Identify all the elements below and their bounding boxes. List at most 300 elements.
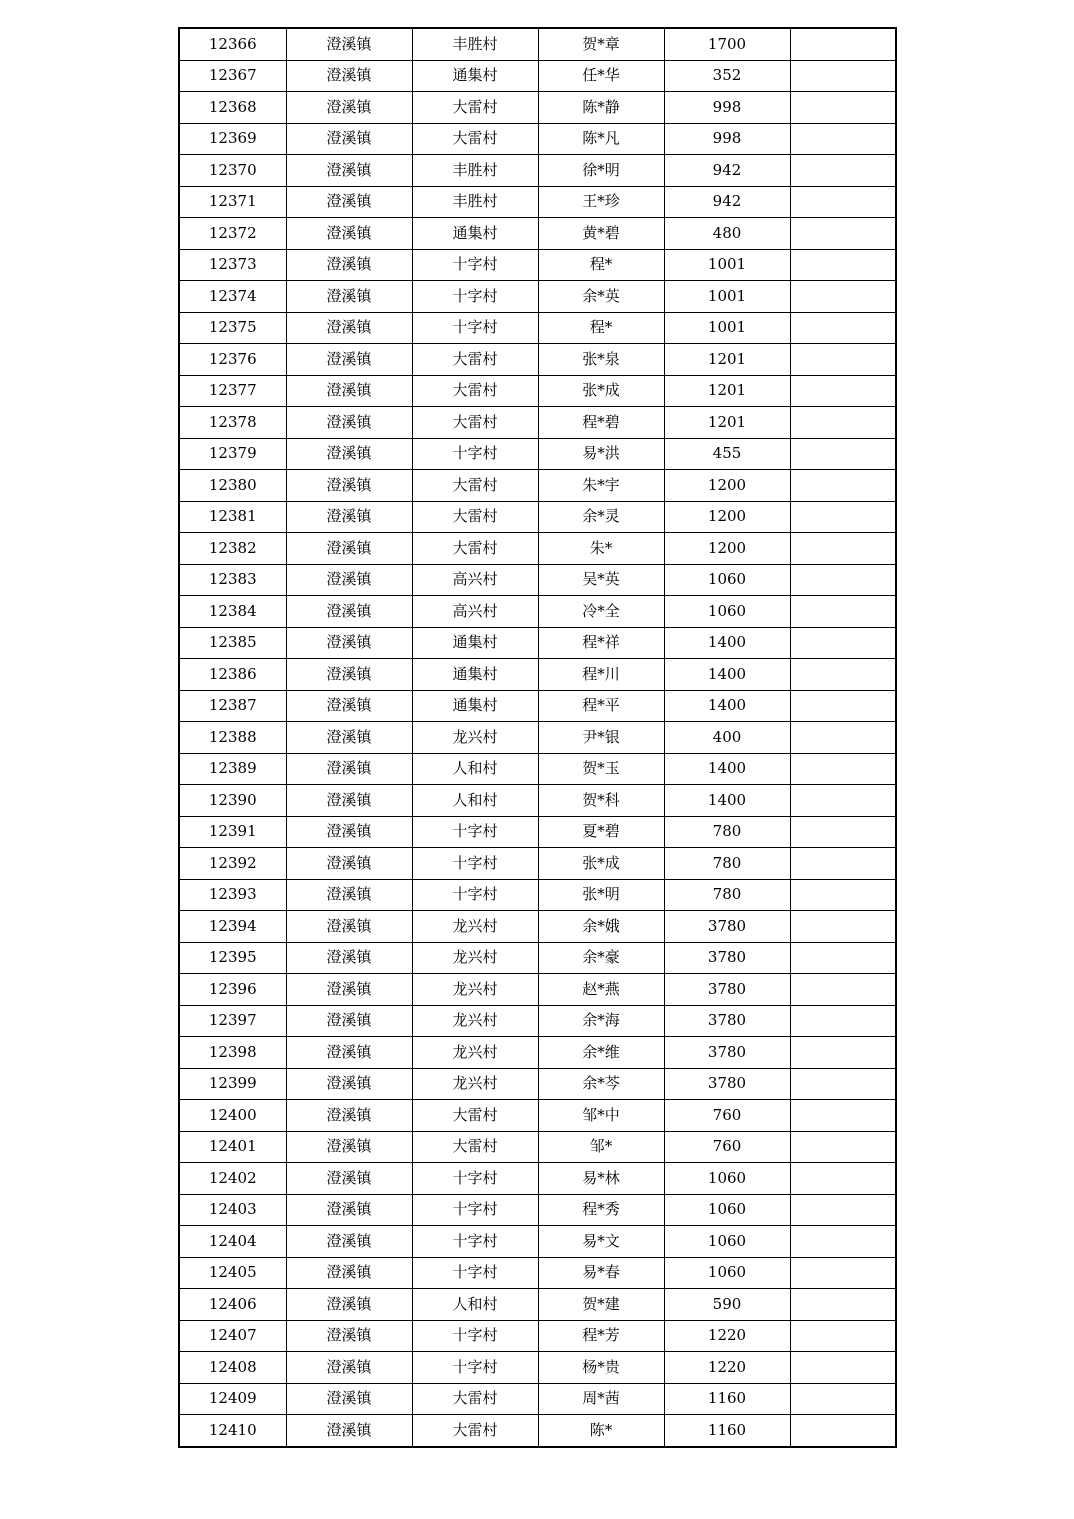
village-cell: 通集村: [412, 690, 538, 722]
name-cell: 邹*: [538, 1131, 664, 1163]
serial-number-cell: 12371: [179, 186, 286, 218]
village-cell: 大雷村: [412, 375, 538, 407]
name-cell: 王*珍: [538, 186, 664, 218]
remark-cell: [790, 911, 896, 943]
village-cell: 十字村: [412, 879, 538, 911]
table-row: [179, 155, 896, 187]
amount-cell: 3780: [664, 1068, 790, 1100]
remark-cell: [790, 879, 896, 911]
amount-cell: 942: [664, 155, 790, 187]
village-cell: 龙兴村: [412, 974, 538, 1006]
village-cell: 丰胜村: [412, 186, 538, 218]
amount-cell: 1001: [664, 312, 790, 344]
village-cell: 十字村: [412, 848, 538, 880]
town-cell: 澄溪镇: [286, 438, 412, 470]
amount-cell: 1160: [664, 1383, 790, 1415]
table-row: [179, 564, 896, 596]
table-row: [179, 344, 896, 376]
town-cell: 澄溪镇: [286, 627, 412, 659]
name-cell: 陈*凡: [538, 123, 664, 155]
remark-cell: [790, 123, 896, 155]
village-cell: 丰胜村: [412, 155, 538, 187]
name-cell: 周*茜: [538, 1383, 664, 1415]
amount-cell: 1201: [664, 375, 790, 407]
village-cell: 十字村: [412, 1226, 538, 1258]
serial-number-cell: 12379: [179, 438, 286, 470]
name-cell: 贺*科: [538, 785, 664, 817]
village-cell: 高兴村: [412, 564, 538, 596]
serial-number-cell: 12410: [179, 1415, 286, 1447]
amount-cell: 780: [664, 879, 790, 911]
remark-cell: [790, 92, 896, 124]
village-cell: 大雷村: [412, 533, 538, 565]
amount-cell: 760: [664, 1131, 790, 1163]
serial-number-cell: 12394: [179, 911, 286, 943]
serial-number-cell: 12406: [179, 1289, 286, 1321]
amount-cell: 3780: [664, 974, 790, 1006]
town-cell: 澄溪镇: [286, 1194, 412, 1226]
name-cell: 余*海: [538, 1005, 664, 1037]
remark-cell: [790, 1005, 896, 1037]
amount-cell: 1400: [664, 627, 790, 659]
name-cell: 张*成: [538, 375, 664, 407]
name-cell: 朱*宇: [538, 470, 664, 502]
name-cell: 易*春: [538, 1257, 664, 1289]
name-cell: 陈*: [538, 1415, 664, 1447]
name-cell: 赵*燕: [538, 974, 664, 1006]
amount-cell: 480: [664, 218, 790, 250]
serial-number-cell: 12390: [179, 785, 286, 817]
table-row: [179, 942, 896, 974]
name-cell: 贺*章: [538, 28, 664, 60]
town-cell: 澄溪镇: [286, 1352, 412, 1384]
name-cell: 夏*碧: [538, 816, 664, 848]
serial-number-cell: 12370: [179, 155, 286, 187]
table-row: [179, 123, 896, 155]
village-cell: 人和村: [412, 1289, 538, 1321]
remark-cell: [790, 753, 896, 785]
name-cell: 易*洪: [538, 438, 664, 470]
remark-cell: [790, 596, 896, 628]
table-row: [179, 1037, 896, 1069]
name-cell: 程*川: [538, 659, 664, 691]
name-cell: 杨*贵: [538, 1352, 664, 1384]
amount-cell: 1220: [664, 1320, 790, 1352]
table-row: [179, 501, 896, 533]
table-row: [179, 438, 896, 470]
table-row: [179, 218, 896, 250]
village-cell: 龙兴村: [412, 911, 538, 943]
name-cell: 程*平: [538, 690, 664, 722]
village-cell: 十字村: [412, 1352, 538, 1384]
table-row: [179, 1415, 896, 1447]
amount-cell: 1060: [664, 564, 790, 596]
name-cell: 余*灵: [538, 501, 664, 533]
serial-number-cell: 12369: [179, 123, 286, 155]
name-cell: 程*祥: [538, 627, 664, 659]
name-cell: 尹*银: [538, 722, 664, 754]
remark-cell: [790, 942, 896, 974]
serial-number-cell: 12398: [179, 1037, 286, 1069]
table-row: [179, 533, 896, 565]
remark-cell: [790, 60, 896, 92]
serial-number-cell: 12387: [179, 690, 286, 722]
name-cell: 任*华: [538, 60, 664, 92]
serial-number-cell: 12382: [179, 533, 286, 565]
amount-cell: 3780: [664, 942, 790, 974]
serial-number-cell: 12367: [179, 60, 286, 92]
town-cell: 澄溪镇: [286, 281, 412, 313]
remark-cell: [790, 1163, 896, 1195]
serial-number-cell: 12385: [179, 627, 286, 659]
town-cell: 澄溪镇: [286, 186, 412, 218]
table-row: [179, 407, 896, 439]
town-cell: 澄溪镇: [286, 249, 412, 281]
village-cell: 大雷村: [412, 1383, 538, 1415]
table-row: [179, 375, 896, 407]
serial-number-cell: 12401: [179, 1131, 286, 1163]
serial-number-cell: 12375: [179, 312, 286, 344]
amount-cell: 1400: [664, 753, 790, 785]
table-row: [179, 312, 896, 344]
serial-number-cell: 12389: [179, 753, 286, 785]
amount-cell: 998: [664, 92, 790, 124]
serial-number-cell: 12408: [179, 1352, 286, 1384]
table-row: [179, 659, 896, 691]
amount-cell: 3780: [664, 911, 790, 943]
table-row: [179, 816, 896, 848]
table-row: [179, 690, 896, 722]
town-cell: 澄溪镇: [286, 1383, 412, 1415]
remark-cell: [790, 848, 896, 880]
amount-cell: 455: [664, 438, 790, 470]
village-cell: 通集村: [412, 659, 538, 691]
amount-cell: 1160: [664, 1415, 790, 1447]
town-cell: 澄溪镇: [286, 753, 412, 785]
amount-cell: 1400: [664, 785, 790, 817]
table-row: [179, 92, 896, 124]
remark-cell: [790, 218, 896, 250]
village-cell: 龙兴村: [412, 1005, 538, 1037]
town-cell: 澄溪镇: [286, 312, 412, 344]
town-cell: 澄溪镇: [286, 155, 412, 187]
table-row: [179, 249, 896, 281]
village-cell: 大雷村: [412, 92, 538, 124]
town-cell: 澄溪镇: [286, 1068, 412, 1100]
town-cell: 澄溪镇: [286, 501, 412, 533]
remark-cell: [790, 1415, 896, 1447]
village-cell: 十字村: [412, 249, 538, 281]
village-cell: 大雷村: [412, 1131, 538, 1163]
town-cell: 澄溪镇: [286, 848, 412, 880]
serial-number-cell: 12383: [179, 564, 286, 596]
remark-cell: [790, 1257, 896, 1289]
name-cell: 余*娥: [538, 911, 664, 943]
table-row: [179, 1352, 896, 1384]
serial-number-cell: 12400: [179, 1100, 286, 1132]
serial-number-cell: 12395: [179, 942, 286, 974]
town-cell: 澄溪镇: [286, 1100, 412, 1132]
serial-number-cell: 12386: [179, 659, 286, 691]
name-cell: 吴*英: [538, 564, 664, 596]
village-cell: 十字村: [412, 1257, 538, 1289]
town-cell: 澄溪镇: [286, 533, 412, 565]
amount-cell: 780: [664, 816, 790, 848]
town-cell: 澄溪镇: [286, 1226, 412, 1258]
amount-cell: 780: [664, 848, 790, 880]
town-cell: 澄溪镇: [286, 1005, 412, 1037]
town-cell: 澄溪镇: [286, 942, 412, 974]
remark-cell: [790, 1289, 896, 1321]
remark-cell: [790, 375, 896, 407]
table-row: [179, 1194, 896, 1226]
remark-cell: [790, 1383, 896, 1415]
serial-number-cell: 12381: [179, 501, 286, 533]
town-cell: 澄溪镇: [286, 1415, 412, 1447]
table-row: [179, 785, 896, 817]
remark-cell: [790, 564, 896, 596]
remark-cell: [790, 974, 896, 1006]
village-cell: 大雷村: [412, 501, 538, 533]
village-cell: 十字村: [412, 1320, 538, 1352]
amount-cell: 1400: [664, 690, 790, 722]
serial-number-cell: 12378: [179, 407, 286, 439]
village-cell: 丰胜村: [412, 28, 538, 60]
village-cell: 龙兴村: [412, 1068, 538, 1100]
serial-number-cell: 12402: [179, 1163, 286, 1195]
table-row: [179, 596, 896, 628]
town-cell: 澄溪镇: [286, 28, 412, 60]
table-body: [179, 28, 896, 1447]
remark-cell: [790, 312, 896, 344]
name-cell: 贺*建: [538, 1289, 664, 1321]
serial-number-cell: 12404: [179, 1226, 286, 1258]
table-row: [179, 1257, 896, 1289]
amount-cell: 1001: [664, 249, 790, 281]
remark-cell: [790, 659, 896, 691]
remark-cell: [790, 1068, 896, 1100]
table-row: [179, 722, 896, 754]
serial-number-cell: 12393: [179, 879, 286, 911]
amount-cell: 1201: [664, 407, 790, 439]
town-cell: 澄溪镇: [286, 60, 412, 92]
town-cell: 澄溪镇: [286, 1320, 412, 1352]
name-cell: 徐*明: [538, 155, 664, 187]
amount-cell: 760: [664, 1100, 790, 1132]
town-cell: 澄溪镇: [286, 218, 412, 250]
serial-number-cell: 12407: [179, 1320, 286, 1352]
remark-cell: [790, 785, 896, 817]
serial-number-cell: 12405: [179, 1257, 286, 1289]
remark-cell: [790, 627, 896, 659]
village-cell: 十字村: [412, 312, 538, 344]
village-cell: 大雷村: [412, 344, 538, 376]
village-cell: 十字村: [412, 816, 538, 848]
name-cell: 张*泉: [538, 344, 664, 376]
remark-cell: [790, 816, 896, 848]
table-row: [179, 1068, 896, 1100]
table-row: [179, 974, 896, 1006]
serial-number-cell: 12377: [179, 375, 286, 407]
village-cell: 十字村: [412, 281, 538, 313]
remark-cell: [790, 407, 896, 439]
amount-cell: 1060: [664, 1194, 790, 1226]
village-cell: 通集村: [412, 627, 538, 659]
village-cell: 十字村: [412, 1163, 538, 1195]
amount-cell: 1200: [664, 533, 790, 565]
town-cell: 澄溪镇: [286, 1037, 412, 1069]
serial-number-cell: 12373: [179, 249, 286, 281]
serial-number-cell: 12391: [179, 816, 286, 848]
table-row: [179, 1100, 896, 1132]
name-cell: 程*芳: [538, 1320, 664, 1352]
town-cell: 澄溪镇: [286, 564, 412, 596]
village-cell: 龙兴村: [412, 722, 538, 754]
remark-cell: [790, 501, 896, 533]
serial-number-cell: 12372: [179, 218, 286, 250]
serial-number-cell: 12396: [179, 974, 286, 1006]
village-cell: 人和村: [412, 785, 538, 817]
data-table: [178, 27, 897, 1448]
village-cell: 高兴村: [412, 596, 538, 628]
village-cell: 人和村: [412, 753, 538, 785]
amount-cell: 1001: [664, 281, 790, 313]
remark-cell: [790, 28, 896, 60]
amount-cell: 3780: [664, 1005, 790, 1037]
serial-number-cell: 12392: [179, 848, 286, 880]
table-row: [179, 627, 896, 659]
table-row: [179, 753, 896, 785]
name-cell: 余*豪: [538, 942, 664, 974]
table-row: [179, 1005, 896, 1037]
village-cell: 大雷村: [412, 1415, 538, 1447]
town-cell: 澄溪镇: [286, 879, 412, 911]
town-cell: 澄溪镇: [286, 1163, 412, 1195]
table-row: [179, 60, 896, 92]
serial-number-cell: 12388: [179, 722, 286, 754]
town-cell: 澄溪镇: [286, 690, 412, 722]
remark-cell: [790, 1194, 896, 1226]
table-row: [179, 470, 896, 502]
village-cell: 十字村: [412, 1194, 538, 1226]
serial-number-cell: 12399: [179, 1068, 286, 1100]
town-cell: 澄溪镇: [286, 1131, 412, 1163]
serial-number-cell: 12380: [179, 470, 286, 502]
town-cell: 澄溪镇: [286, 974, 412, 1006]
amount-cell: 1060: [664, 1163, 790, 1195]
amount-cell: 1060: [664, 596, 790, 628]
amount-cell: 998: [664, 123, 790, 155]
serial-number-cell: 12384: [179, 596, 286, 628]
town-cell: 澄溪镇: [286, 344, 412, 376]
table-row: [179, 186, 896, 218]
name-cell: 黄*碧: [538, 218, 664, 250]
name-cell: 余*英: [538, 281, 664, 313]
table-row: [179, 1131, 896, 1163]
village-cell: 大雷村: [412, 123, 538, 155]
remark-cell: [790, 281, 896, 313]
town-cell: 澄溪镇: [286, 92, 412, 124]
town-cell: 澄溪镇: [286, 470, 412, 502]
name-cell: 程*秀: [538, 1194, 664, 1226]
town-cell: 澄溪镇: [286, 785, 412, 817]
name-cell: 余*维: [538, 1037, 664, 1069]
village-cell: 龙兴村: [412, 942, 538, 974]
town-cell: 澄溪镇: [286, 123, 412, 155]
name-cell: 贺*玉: [538, 753, 664, 785]
table-row: [179, 281, 896, 313]
name-cell: 邹*中: [538, 1100, 664, 1132]
village-cell: 通集村: [412, 218, 538, 250]
serial-number-cell: 12397: [179, 1005, 286, 1037]
name-cell: 陈*静: [538, 92, 664, 124]
name-cell: 程*: [538, 312, 664, 344]
amount-cell: 3780: [664, 1037, 790, 1069]
amount-cell: 1220: [664, 1352, 790, 1384]
remark-cell: [790, 690, 896, 722]
remark-cell: [790, 1226, 896, 1258]
village-cell: 十字村: [412, 438, 538, 470]
serial-number-cell: 12403: [179, 1194, 286, 1226]
village-cell: 龙兴村: [412, 1037, 538, 1069]
remark-cell: [790, 1037, 896, 1069]
serial-number-cell: 12374: [179, 281, 286, 313]
serial-number-cell: 12409: [179, 1383, 286, 1415]
name-cell: 张*成: [538, 848, 664, 880]
amount-cell: 1200: [664, 470, 790, 502]
table-row: [179, 1383, 896, 1415]
town-cell: 澄溪镇: [286, 659, 412, 691]
remark-cell: [790, 249, 896, 281]
amount-cell: 942: [664, 186, 790, 218]
town-cell: 澄溪镇: [286, 1289, 412, 1321]
name-cell: 张*明: [538, 879, 664, 911]
name-cell: 冷*全: [538, 596, 664, 628]
amount-cell: 1201: [664, 344, 790, 376]
name-cell: 程*: [538, 249, 664, 281]
remark-cell: [790, 470, 896, 502]
village-cell: 大雷村: [412, 407, 538, 439]
amount-cell: 1200: [664, 501, 790, 533]
remark-cell: [790, 533, 896, 565]
village-cell: 大雷村: [412, 1100, 538, 1132]
table-row: [179, 879, 896, 911]
table-row: [179, 911, 896, 943]
name-cell: 朱*: [538, 533, 664, 565]
name-cell: 余*芩: [538, 1068, 664, 1100]
town-cell: 澄溪镇: [286, 407, 412, 439]
town-cell: 澄溪镇: [286, 816, 412, 848]
remark-cell: [790, 1131, 896, 1163]
serial-number-cell: 12376: [179, 344, 286, 376]
amount-cell: 1060: [664, 1257, 790, 1289]
amount-cell: 590: [664, 1289, 790, 1321]
remark-cell: [790, 155, 896, 187]
town-cell: 澄溪镇: [286, 722, 412, 754]
remark-cell: [790, 438, 896, 470]
amount-cell: 1400: [664, 659, 790, 691]
name-cell: 程*碧: [538, 407, 664, 439]
table-row: [179, 1163, 896, 1195]
town-cell: 澄溪镇: [286, 1257, 412, 1289]
remark-cell: [790, 1320, 896, 1352]
remark-cell: [790, 1352, 896, 1384]
remark-cell: [790, 344, 896, 376]
village-cell: 通集村: [412, 60, 538, 92]
remark-cell: [790, 722, 896, 754]
name-cell: 易*文: [538, 1226, 664, 1258]
amount-cell: 1700: [664, 28, 790, 60]
